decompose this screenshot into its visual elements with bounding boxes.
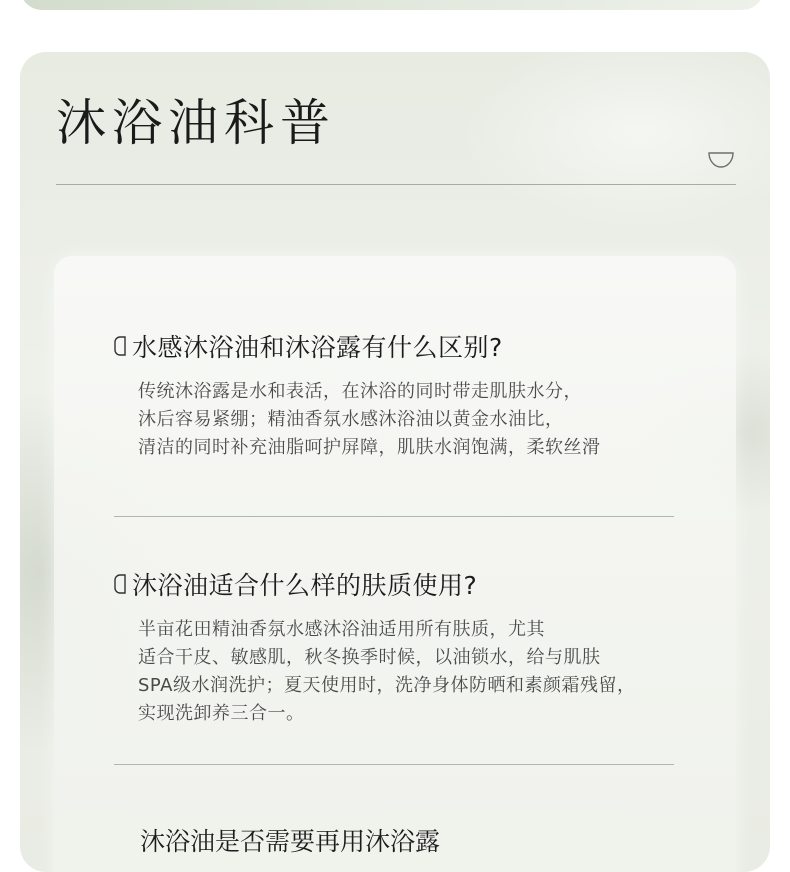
faq-divider [114, 516, 674, 517]
answer-line: 实现洗卸养三合一。 [138, 703, 305, 724]
faq-question-row [114, 328, 674, 364]
faq-panel [54, 256, 736, 872]
faq-question: 水感沐浴油和沐浴露有什么区别? [132, 333, 503, 362]
answer-line: 适合干皮、敏感肌，秋冬换季时候，以油锁水，给与肌肤 [138, 647, 601, 668]
faq-item [114, 328, 674, 462]
faq-question-partial: 沐浴油是否需要再用沐浴露 [140, 827, 441, 856]
title-divider [56, 184, 736, 185]
answer-line: 清洁的同时补充油脂呵护屏障，肌肤水润饱满，柔软丝滑 [138, 437, 601, 458]
faq-divider [114, 764, 674, 765]
faq-question-row [114, 566, 674, 602]
bracket-icon [114, 574, 126, 594]
faq-answer [138, 378, 674, 462]
faq-question: 沐浴油适合什么样的肤质使用? [132, 571, 478, 600]
faq-answer [138, 616, 674, 728]
faq-section-card [20, 52, 770, 872]
section-title: 沐浴油科普 [56, 94, 336, 152]
answer-line: 半亩花田精油香氛水感沐浴油适用所有肤质，尤其 [138, 619, 545, 640]
bracket-icon [114, 336, 126, 356]
answer-line: SPA级水润洗护；夏天使用时，洗净身体防晒和素颜霜残留， [138, 675, 636, 696]
faq-item [114, 566, 674, 728]
answer-line: 传统沐浴露是水和表活，在沐浴的同时带走肌肤水分， [138, 381, 582, 402]
bowl-icon [708, 152, 734, 168]
answer-line: 沐后容易紧绷；精油香氛水感沐浴油以黄金水油比， [138, 409, 564, 430]
previous-section-card [20, 0, 764, 10]
